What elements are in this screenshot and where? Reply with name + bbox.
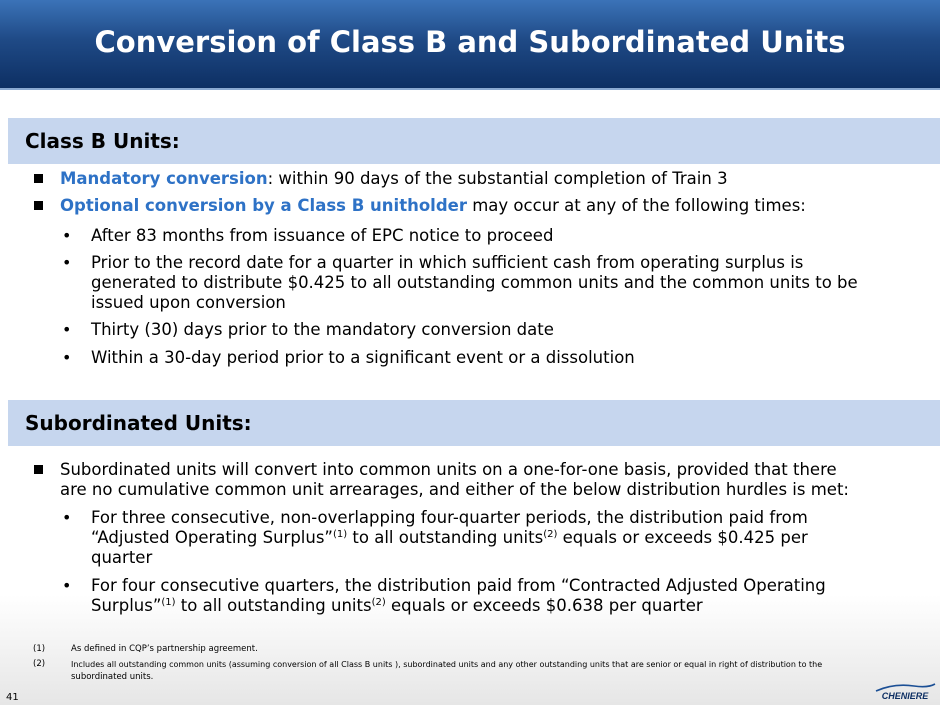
time-item-significant-event: Within a 30-day period prior to a significant event or a dissolution bbox=[91, 348, 635, 367]
footnote-ref-2: (2) bbox=[371, 597, 386, 608]
mandatory-conversion-item bbox=[60, 169, 728, 189]
time-item-thirty-days: Thirty (30) days prior to the mandatory conversion date bbox=[91, 320, 554, 339]
mandatory-conversion-text: : within 90 days of the substantial completion of Train 3 bbox=[267, 169, 728, 188]
class-b-header bbox=[8, 118, 940, 164]
footnote-1-text: As defined in CQP’s partnership agreement. bbox=[71, 644, 258, 654]
subordinated-header bbox=[8, 400, 940, 446]
time-item-record-date-line1: Prior to the record date for a quarter in which sufficient cash from operating surplus is bbox=[91, 253, 804, 272]
hurdle1-line3: quarter bbox=[91, 548, 153, 567]
square-bullet-icon bbox=[34, 174, 43, 183]
footnote-2-number: (2) bbox=[33, 659, 46, 669]
footnote-2-text-line2: subordinated units. bbox=[71, 672, 154, 682]
footnote-ref-1: (1) bbox=[332, 529, 348, 540]
subordinated-intro-line1: Subordinated units will convert into common units on a one-for-one basis, provided that there bbox=[60, 460, 837, 479]
hurdle2-term: Surplus” bbox=[91, 596, 162, 615]
title-bar bbox=[0, 0, 940, 90]
cheniere-logo bbox=[874, 683, 936, 701]
optional-conversion-label: Optional conversion by a Class B unitholder bbox=[60, 196, 467, 215]
subordinated-heading: Subordinated Units: bbox=[25, 411, 252, 435]
hurdle2-line2 bbox=[91, 596, 703, 616]
hurdle1-amount-text: equals or exceeds $0.425 per bbox=[557, 528, 808, 547]
footnote-1-number: (1) bbox=[33, 644, 46, 654]
slide-title: Conversion of Class B and Subordinated Units bbox=[94, 25, 846, 59]
class-b-heading: Class B Units: bbox=[25, 129, 180, 153]
hurdle2-amount-text: equals or exceeds $0.638 per quarter bbox=[385, 596, 703, 615]
footnote-ref-2: (2) bbox=[543, 529, 558, 540]
optional-conversion-text: may occur at any of the following times: bbox=[466, 196, 806, 215]
optional-conversion-item bbox=[60, 196, 806, 216]
hurdle1-term: “Adjusted Operating Surplus” bbox=[91, 528, 333, 547]
hurdle1-line2 bbox=[91, 528, 808, 548]
hurdle2-units-text: to all outstanding units bbox=[175, 596, 372, 615]
round-bullet-icon: • bbox=[62, 253, 72, 272]
round-bullet-icon: • bbox=[62, 320, 72, 339]
footnote-ref-1: (1) bbox=[161, 597, 176, 608]
time-item-record-date-line3: issued upon conversion bbox=[91, 293, 286, 312]
hurdle2-line1: For four consecutive quarters, the distribution paid from “Contracted Adjusted Operating bbox=[91, 576, 826, 595]
round-bullet-icon: • bbox=[62, 226, 72, 245]
time-item-83-months: After 83 months from issuance of EPC notice to proceed bbox=[91, 226, 554, 245]
cheniere-logo-icon bbox=[874, 683, 936, 701]
hurdle1-line1: For three consecutive, non-overlapping four-quarter periods, the distribution paid from bbox=[91, 508, 808, 527]
round-bullet-icon: • bbox=[62, 576, 72, 595]
round-bullet-icon: • bbox=[62, 508, 72, 527]
logo-text: CHENIERE bbox=[881, 691, 929, 701]
footnote-2-text-line1: Includes all outstanding common units (assuming conversion of all Class B units ), subordinated units and any other outstanding units that are senior or equal in right of distribution to the bbox=[71, 660, 823, 669]
mandatory-conversion-label: Mandatory conversion bbox=[60, 169, 268, 188]
time-item-record-date-line2: generated to distribute $0.425 to all outstanding common units and the common units to be bbox=[91, 273, 858, 292]
square-bullet-icon bbox=[34, 465, 43, 474]
hurdle1-units-text: to all outstanding units bbox=[347, 528, 544, 547]
subordinated-intro-line2: are no cumulative common unit arrearages, and either of the below distribution hurdles is met: bbox=[60, 480, 849, 499]
round-bullet-icon: • bbox=[62, 348, 72, 367]
square-bullet-icon bbox=[34, 201, 43, 210]
page-number: 41 bbox=[6, 692, 19, 703]
